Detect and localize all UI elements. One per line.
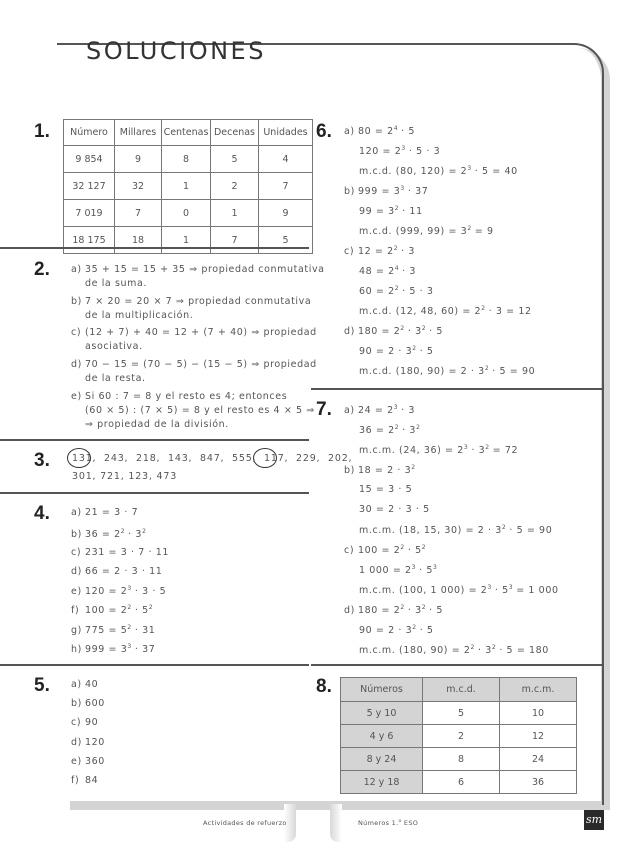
table-header-row	[64, 120, 313, 146]
footer-level: ESO	[401, 819, 419, 827]
answer-line: asociativa.	[85, 341, 143, 352]
footer-sup: o	[398, 819, 402, 824]
label: c)	[71, 717, 82, 728]
header-millares: Millares	[115, 120, 162, 146]
label: b)	[344, 465, 355, 476]
answer-line: m.c.m. (180, $90) = 2^2 \cdot 3^2 \cdot 5 = 180$	[359, 644, 549, 656]
answer-line	[71, 604, 153, 616]
text: · 31	[131, 625, 156, 636]
table-header-row	[341, 678, 577, 702]
mcd-mcm-table	[340, 677, 577, 794]
cell: 5	[259, 227, 313, 254]
cell: 5	[211, 146, 259, 173]
answer-line	[71, 756, 105, 767]
answer-line	[71, 547, 169, 558]
answer-line: $90 = 2 \cdot 3^2 \cdot 5$	[359, 345, 434, 357]
divider	[0, 664, 309, 666]
answer-line: c) $12 = 2^2 \cdot 3$	[344, 245, 416, 257]
divider	[0, 492, 309, 494]
table-row	[341, 702, 577, 725]
cell: 32 127	[64, 173, 115, 200]
section-number-5: 5.	[34, 675, 50, 696]
label: b)	[71, 698, 82, 709]
cell: 5 y 10	[341, 702, 423, 725]
text: 36 = 2	[85, 529, 121, 540]
page-title: SOLUCIONES	[86, 37, 266, 65]
cell: 6	[423, 771, 500, 794]
circle-mark	[253, 448, 277, 468]
cell: 4	[259, 146, 313, 173]
text: 360	[85, 756, 105, 767]
answer-line	[71, 528, 146, 540]
label: a)	[344, 126, 355, 137]
table-row	[341, 748, 577, 771]
section-number-7: 7.	[316, 399, 332, 420]
cell: 1	[211, 200, 259, 227]
text: 120	[85, 737, 105, 748]
number: 555,	[232, 453, 257, 464]
section-number-3: 3.	[34, 450, 50, 471]
cell: 7	[115, 200, 162, 227]
answer-line: m.c.d. (180, $90) = 2 \cdot 3^2 \cdot 5 = 90$	[359, 365, 536, 377]
label: c)	[71, 327, 82, 338]
answer-line: $48 = 2^4 \cdot 3$	[359, 265, 417, 277]
label: d)	[344, 326, 355, 337]
cell: 12	[500, 725, 577, 748]
exponent: 3	[127, 585, 132, 592]
header-numeros: Números	[341, 678, 423, 702]
divider	[311, 664, 604, 666]
answer-line: m.c.m. (18, 15, $30) = 2 \cdot 3^2 \cdot 5 = 90$	[359, 524, 553, 536]
text: 600	[85, 698, 105, 709]
answer-line: $99 = 3^2 \cdot 11$	[359, 205, 423, 217]
label: e)	[71, 391, 82, 402]
footer-book: Números 1.	[358, 819, 399, 827]
text: 21 = 3 · 7	[85, 507, 139, 518]
answer-line	[71, 296, 311, 307]
answer-line: de la resta.	[85, 373, 146, 384]
text: 70 − 15 = (70 − 5) − (15 − 5) ⇒ propiedad	[85, 359, 317, 370]
label: a)	[71, 264, 82, 275]
exponent: 3	[127, 643, 132, 650]
header-decenas: Decenas	[211, 120, 259, 146]
label: b)	[71, 296, 82, 307]
answer-line	[72, 453, 352, 464]
answer-line	[71, 566, 162, 577]
answer-line: m.c.m. (100, 1 $000) = 2^3 \cdot 5^3 = 1$ 000	[359, 584, 559, 596]
cell: 1	[162, 227, 211, 254]
text: 775 = 5	[85, 625, 128, 636]
header-mcd: m.c.d.	[423, 678, 500, 702]
label: c)	[344, 545, 355, 556]
number: 117,	[264, 453, 289, 464]
text: 231 = 3 · 7 · 11	[85, 547, 170, 558]
text: 66 = 2 · 3 · 11	[85, 566, 163, 577]
number: 229,	[296, 453, 321, 464]
section-number-6: 6.	[316, 121, 332, 142]
cell: 8	[162, 146, 211, 173]
cell: 1	[162, 173, 211, 200]
number: 143,	[168, 453, 193, 464]
number: 218,	[136, 453, 161, 464]
header-mcm: m.c.m.	[500, 678, 577, 702]
answer-line: de la multiplicación.	[85, 310, 194, 321]
table-row	[64, 173, 313, 200]
answer-line: b) $999 = 3^3 \cdot 37$	[344, 185, 429, 197]
answer-line	[71, 359, 317, 370]
answer-line	[71, 698, 105, 709]
answer-line: $36 = 2^2 \cdot 3^2$	[359, 424, 420, 436]
answer-line: m.c.m. (24, $36) = 2^3 \cdot 3^2 = 72$	[359, 444, 519, 456]
label: h)	[71, 644, 82, 655]
table-row	[64, 146, 313, 173]
section-number-1: 1.	[34, 121, 50, 142]
answer-line: 15 = 3 · 5	[359, 484, 413, 495]
cell: 7	[259, 173, 313, 200]
cell: 2	[423, 725, 500, 748]
number: 202,	[328, 453, 353, 464]
cell: 5	[423, 702, 500, 725]
text: 999 = 3	[85, 644, 128, 655]
label: f)	[71, 605, 80, 616]
answer-line	[71, 585, 166, 597]
label: d)	[71, 359, 82, 370]
cell: 7 019	[64, 200, 115, 227]
label: d)	[71, 566, 82, 577]
cell: 36	[500, 771, 577, 794]
answer-line	[71, 643, 155, 655]
exponent: 2	[127, 624, 132, 631]
text: · 5	[131, 605, 149, 616]
answer-line	[71, 737, 105, 748]
label: d)	[71, 737, 82, 748]
section-number-4: 4.	[34, 503, 50, 524]
label: a)	[71, 679, 82, 690]
cell: 9	[259, 200, 313, 227]
circle-mark	[67, 448, 91, 468]
answer-line: a) $24 = 2^3 \cdot 3$	[344, 404, 416, 416]
label: b)	[344, 186, 355, 197]
answer-line: de la suma.	[85, 278, 148, 289]
label: e)	[71, 756, 82, 767]
cell: 4 y 6	[341, 725, 423, 748]
answer-line: d) $180 = 2^2 \cdot 3^2 \cdot 5$	[344, 604, 444, 616]
label: c)	[344, 246, 355, 257]
label: a)	[344, 405, 355, 416]
header-numero: Número	[64, 120, 115, 146]
section-number-8: 8.	[316, 676, 332, 697]
table-row	[64, 200, 313, 227]
cell: 9 854	[64, 146, 115, 173]
answer-line	[71, 624, 155, 636]
answer-line: b) $18 = 2 \cdot 3^2$	[344, 464, 416, 476]
answer-line	[71, 327, 317, 338]
place-value-table	[63, 119, 313, 254]
label: g)	[71, 625, 82, 636]
publisher-logo: sm	[584, 810, 604, 830]
answer-line: ⇒ propiedad de la división.	[85, 419, 229, 430]
table-row	[341, 771, 577, 794]
footer-left-text: Actividades de refuerzo	[203, 819, 287, 827]
divider	[0, 439, 309, 441]
answer-line: m.c.d. (12, 48, $60) = 2^2 \cdot 3 = 12$	[359, 305, 532, 317]
text: 90	[85, 717, 99, 728]
cell: 18	[115, 227, 162, 254]
cell: 2	[211, 173, 259, 200]
text: 84	[85, 775, 99, 786]
text: 120 = 2	[85, 586, 128, 597]
cell: 0	[162, 200, 211, 227]
answer-line	[71, 717, 98, 728]
label: d)	[344, 605, 355, 616]
header-centenas: Centenas	[162, 120, 211, 146]
answer-line: 30 = 2 · 3 · 5	[359, 504, 430, 515]
section-number-2: 2.	[34, 259, 50, 280]
exponent: 2	[148, 604, 153, 611]
exponent: 2	[120, 528, 125, 535]
cell: 8	[423, 748, 500, 771]
answer-line	[71, 264, 325, 275]
number: 243,	[104, 453, 129, 464]
text: · 37	[131, 644, 156, 655]
answer-line: c) $100 = 2^2 \cdot 5^2$	[344, 544, 426, 556]
label: b)	[71, 529, 82, 540]
cell: 7	[211, 227, 259, 254]
footer-right-text	[358, 819, 418, 827]
label: c)	[71, 547, 82, 558]
answer-line: a) $80 = 2^4 \cdot 5$	[344, 125, 416, 137]
label: a)	[71, 507, 82, 518]
answer-line: m.c.d. (999, $99) = 3^2 = 9$	[359, 225, 494, 237]
text: · 3	[124, 529, 143, 540]
cell: 10	[500, 702, 577, 725]
exponent: 2	[127, 604, 132, 611]
text: 100 = 2	[85, 605, 128, 616]
answer-line: m.c.d. (80, $120) = 2^3 \cdot 5 = 40$	[359, 165, 518, 177]
answer-line: 301, 721, 123, 473	[72, 471, 178, 482]
answer-line: 1 $000 = 2^3 \cdot 5^3$	[359, 564, 437, 576]
answer-line	[71, 391, 287, 402]
answer-line: d) $180 = 2^2 \cdot 3^2 \cdot 5$	[344, 325, 444, 337]
text: 40	[85, 679, 99, 690]
cell: 9	[115, 146, 162, 173]
answer-line: $60 = 2^2 \cdot 5 \cdot 3$	[359, 285, 434, 297]
text: · 3 · 5	[131, 586, 167, 597]
text: Si 60 : 7 = 8 y el resto es 4; entonces	[85, 391, 288, 402]
header-unidades: Unidades	[259, 120, 313, 146]
label: e)	[71, 586, 82, 597]
answer-line	[71, 679, 98, 690]
table-row	[341, 725, 577, 748]
answer-line: $90 = 2 \cdot 3^2 \cdot 5$	[359, 624, 434, 636]
cell: 32	[115, 173, 162, 200]
table-row	[64, 227, 313, 254]
answer-line: $120 = 2^3 \cdot 5 \cdot 3$	[359, 145, 441, 157]
divider	[0, 247, 309, 249]
cell: 24	[500, 748, 577, 771]
page-tab-right	[330, 804, 342, 842]
text: (12 + 7) + 40 = 12 + (7 + 40) ⇒ propiedad	[85, 327, 317, 338]
text: 7 × 20 = 20 × 7 ⇒ propiedad conmutativa	[85, 296, 312, 307]
answer-line	[71, 775, 98, 786]
text: 35 + 15 = 15 + 35 ⇒ propiedad conmutativa	[85, 264, 325, 275]
divider	[311, 388, 604, 390]
exponent: 2	[142, 528, 146, 535]
number: 131,	[72, 453, 97, 464]
cell: 18 175	[64, 227, 115, 254]
cell: 8 y 24	[341, 748, 423, 771]
cell: 12 y 18	[341, 771, 423, 794]
answer-line: (60 × 5) : (7 × 5) = 8 y el resto es 4 × 5 ⇒	[85, 405, 315, 416]
label: f)	[71, 775, 80, 786]
number: 847,	[200, 453, 225, 464]
answer-line	[71, 507, 138, 518]
